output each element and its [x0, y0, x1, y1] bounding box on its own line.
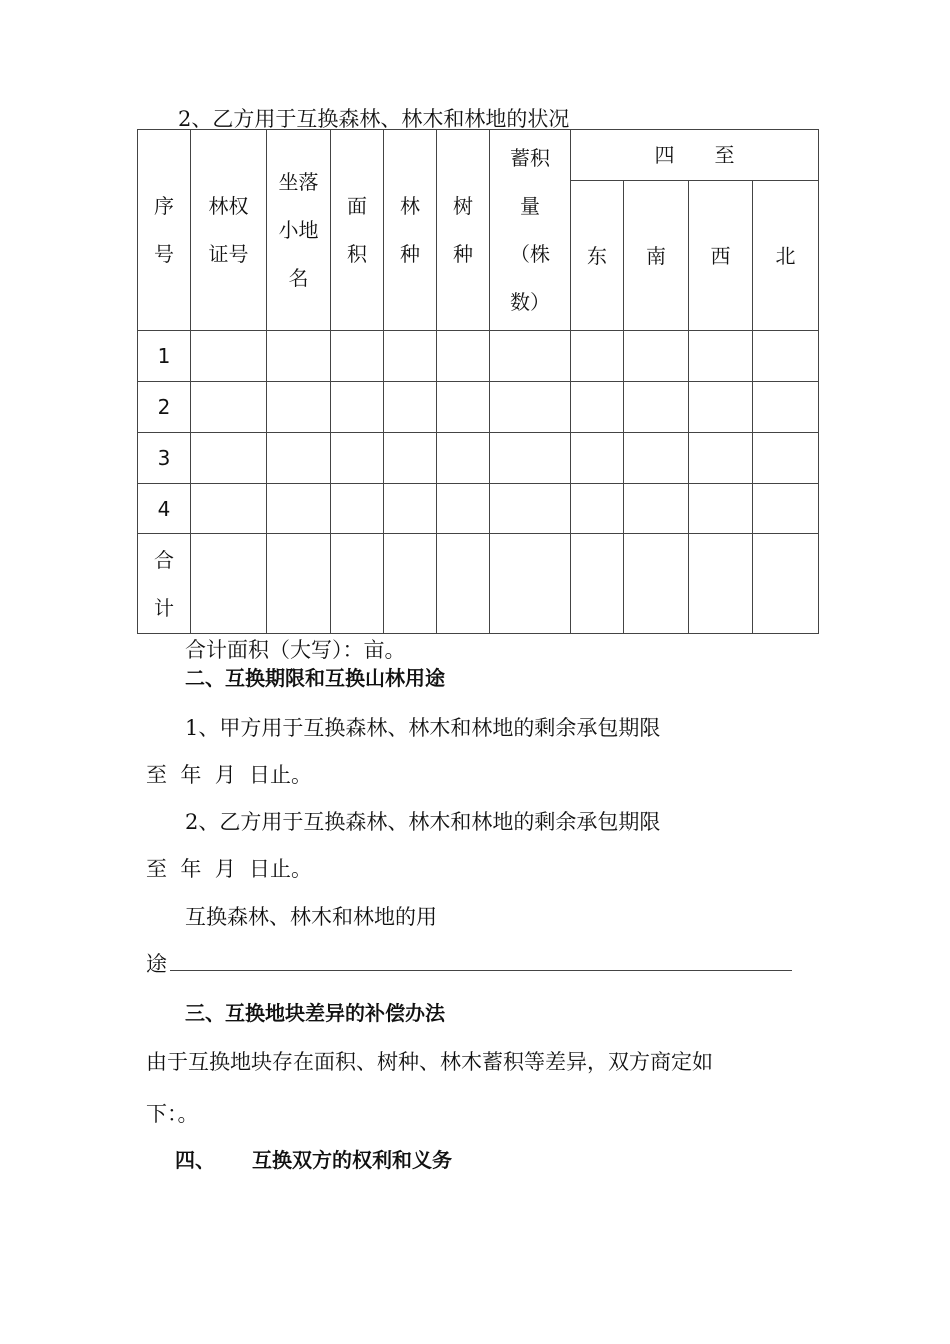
total-label: 合 计	[138, 534, 191, 634]
row-number: 4	[138, 484, 191, 534]
header-north: 北	[753, 181, 819, 331]
row-number: 3	[138, 433, 191, 484]
total-area-line: 合计面积（大写）：亩。	[185, 638, 406, 662]
usage-line-end: 途	[146, 952, 167, 976]
header-area: 面 积	[331, 130, 384, 331]
header-forest-type: 林 种	[384, 130, 437, 331]
section-2-item-2: 2、乙方用于互换森林、林木和林地的剩余承包期限	[185, 810, 661, 834]
row-number: 1	[138, 331, 191, 382]
header-tree-type: 树 种	[437, 130, 490, 331]
section-2-item-2-end: 至 年 月 日止。	[146, 857, 313, 881]
usage-blank-line	[170, 970, 792, 971]
table-row	[138, 331, 819, 382]
header-east: 东	[571, 181, 624, 331]
table-row	[138, 484, 819, 534]
section-4-number: 四、	[175, 1148, 215, 1172]
section-3-body-end: 下：。	[146, 1102, 199, 1126]
row-number: 2	[138, 382, 191, 433]
header-seq: 序 号	[138, 130, 191, 331]
table-total-row	[138, 534, 819, 634]
forest-status-table	[137, 129, 819, 634]
header-volume: 蓄积 量 （株 数）	[490, 130, 571, 331]
usage-line: 互换森林、林木和林地的用	[185, 905, 437, 929]
section-title: 2、乙方用于互换森林、林木和林地的状况	[178, 107, 570, 131]
table-row	[138, 433, 819, 484]
header-location: 坐落 小地 名	[267, 130, 331, 331]
section-3-heading: 三、互换地块差异的补偿办法	[185, 1001, 445, 1025]
header-south: 南	[624, 181, 689, 331]
header-boundary: 四 至	[571, 130, 819, 181]
section-2-item-1: 1、甲方用于互换森林、林木和林地的剩余承包期限	[185, 716, 661, 740]
section-2-heading: 二、互换期限和互换山林用途	[185, 666, 445, 690]
table-row	[138, 382, 819, 433]
section-2-item-1-end: 至 年 月 日止。	[146, 763, 313, 787]
header-west: 西	[689, 181, 753, 331]
section-4-heading: 互换双方的权利和义务	[252, 1148, 452, 1172]
header-cert: 林权 证号	[191, 130, 267, 331]
section-3-body: 由于互换地块存在面积、树种、林木蓄积等差异，双方商定如	[146, 1050, 713, 1074]
